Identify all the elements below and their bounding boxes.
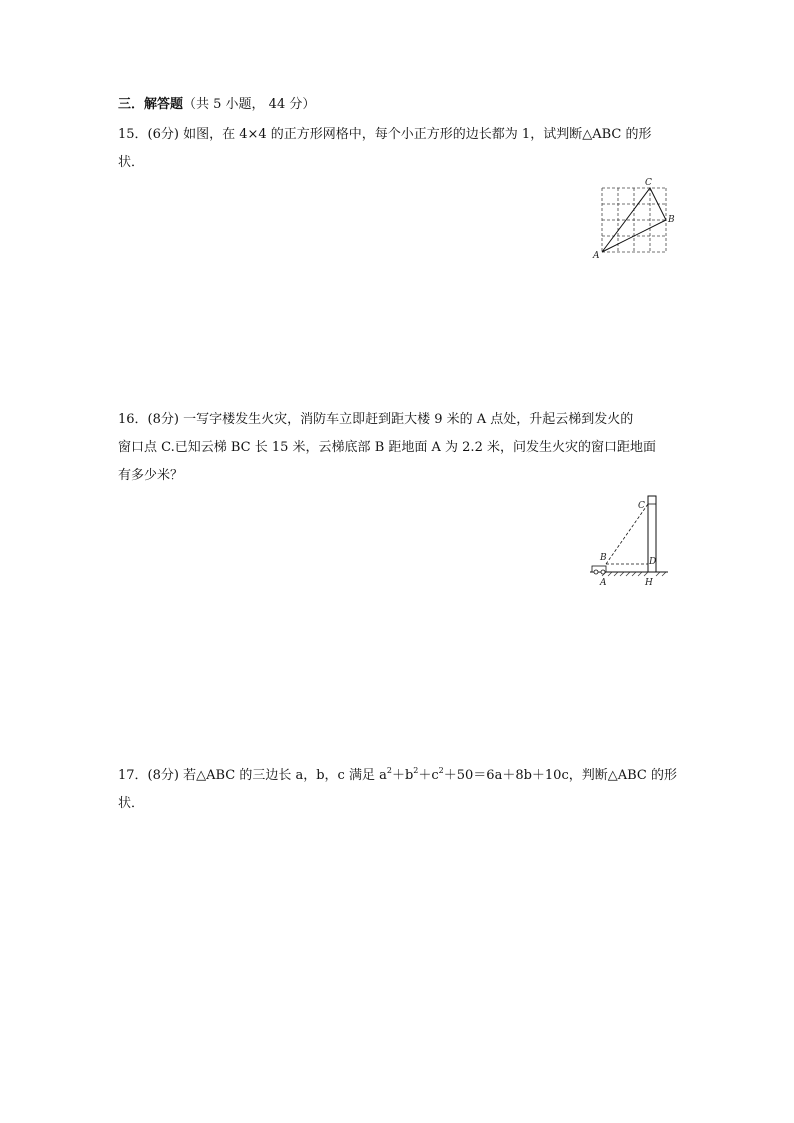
section-heading-detail: （共 5 小题， 44 分） [183, 97, 316, 112]
label-D: D [649, 557, 657, 567]
label-C: C [638, 501, 645, 511]
label-H: H [645, 578, 653, 588]
question-17-text-start: 17．(8分) 若△ABC 的三边长 a，b，c 满足 a [118, 768, 387, 783]
question-15-line-2: 状． [118, 155, 145, 170]
question-17-text-end: ＋50＝6a＋8b＋10c，判断△ABC 的形 [443, 768, 677, 783]
question-16-ladder-figure [588, 490, 680, 590]
section-heading-bold: 三．解答题 [118, 97, 184, 112]
label-A: A [593, 251, 600, 261]
exponent-b: 2 [413, 765, 419, 775]
plus-c: ＋c [418, 768, 439, 783]
question-17-line-1 [118, 767, 677, 785]
exponent-a: 2 [386, 765, 392, 775]
question-16-line-3: 有多少米？ [118, 468, 184, 483]
label-B: B [668, 215, 675, 225]
label-A: A [600, 578, 607, 588]
question-17-line-2: 状． [118, 796, 145, 811]
plus-b: ＋b [391, 768, 414, 783]
question-16-line-1: 16．(8分) 一写字楼发生火灾，消防车立即赶到距大楼 9 米的 A 点处，升起云梯到发火的 [118, 412, 634, 427]
question-15-grid-figure [588, 176, 680, 262]
section-heading [118, 96, 315, 114]
label-C: C [645, 178, 652, 188]
question-15-line-1: 15．(6分) 如图，在 4×4 的正方形网格中，每个小正方形的边长都为 1，试判断△ABC 的形 [118, 127, 652, 142]
question-16-line-2: 窗口点 C.已知云梯 BC 长 15 米，云梯底部 B 距地面 A 为 2.2 米，问发生火灾的窗口距地面 [118, 440, 656, 455]
exponent-c: 2 [438, 765, 444, 775]
label-B: B [600, 553, 607, 563]
